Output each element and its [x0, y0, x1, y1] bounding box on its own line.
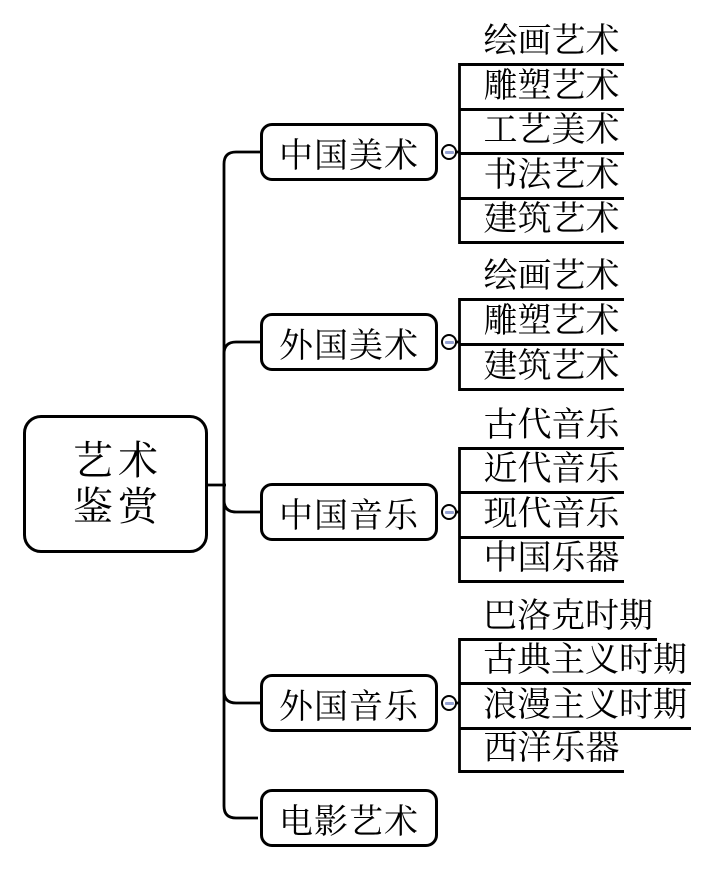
collapse-toggle-chinese-fine-arts[interactable]: [441, 144, 457, 160]
branch-node-chinese-fine-arts[interactable]: [260, 123, 438, 181]
minus-icon: [445, 702, 454, 705]
leaf-node[interactable]: 现代音乐: [459, 494, 624, 539]
connector-branch-4: [224, 484, 260, 703]
connector-branch-3: [224, 484, 260, 512]
leaf-node[interactable]: 古典主义时期: [459, 640, 691, 685]
collapse-toggle-foreign-music[interactable]: [441, 695, 457, 711]
collapse-toggle-foreign-fine-arts[interactable]: [441, 334, 457, 350]
leaf-node[interactable]: 古代音乐: [459, 405, 624, 450]
branch-node-film-art[interactable]: [260, 789, 438, 847]
leaf-node[interactable]: 绘画艺术: [459, 21, 624, 66]
branch-node-chinese-music[interactable]: [260, 483, 438, 541]
leaf-node[interactable]: 建筑艺术: [459, 199, 624, 244]
connector-branch-5: [224, 484, 258, 818]
leaf-node[interactable]: 中国乐器: [459, 538, 624, 583]
root-node[interactable]: [23, 415, 208, 553]
leaf-node[interactable]: 巴洛克时期: [459, 596, 657, 641]
leaf-node[interactable]: 西洋乐器: [459, 728, 624, 773]
branch-label: 电影艺术: [279, 803, 419, 841]
branch-label: 中国音乐: [279, 497, 419, 535]
collapse-toggle-chinese-music[interactable]: [441, 504, 457, 520]
leaf-node[interactable]: 书法艺术: [459, 155, 624, 200]
branch-node-foreign-music[interactable]: [260, 674, 438, 732]
branch-label: 中国美术: [279, 137, 419, 175]
connector-branch-2: [224, 342, 260, 486]
connector-branch-1: [224, 152, 260, 486]
branch-node-foreign-fine-arts[interactable]: [260, 313, 438, 371]
leaf-node[interactable]: 浪漫主义时期: [459, 685, 691, 730]
leaf-node[interactable]: 绘画艺术: [459, 256, 624, 301]
leaf-node[interactable]: 近代音乐: [459, 449, 624, 494]
leaf-node[interactable]: 雕塑艺术: [459, 301, 624, 346]
branch-label: 外国音乐: [279, 688, 419, 726]
root-label-line2: 鉴赏: [73, 484, 163, 529]
minus-icon: [445, 151, 454, 154]
minus-icon: [445, 511, 454, 514]
branch-label: 外国美术: [279, 327, 419, 365]
leaf-node[interactable]: 建筑艺术: [459, 346, 624, 391]
leaf-node[interactable]: 雕塑艺术: [459, 66, 624, 111]
root-label-line1: 艺术: [73, 438, 163, 483]
minus-icon: [445, 341, 454, 344]
leaf-node[interactable]: 工艺美术: [459, 110, 624, 155]
